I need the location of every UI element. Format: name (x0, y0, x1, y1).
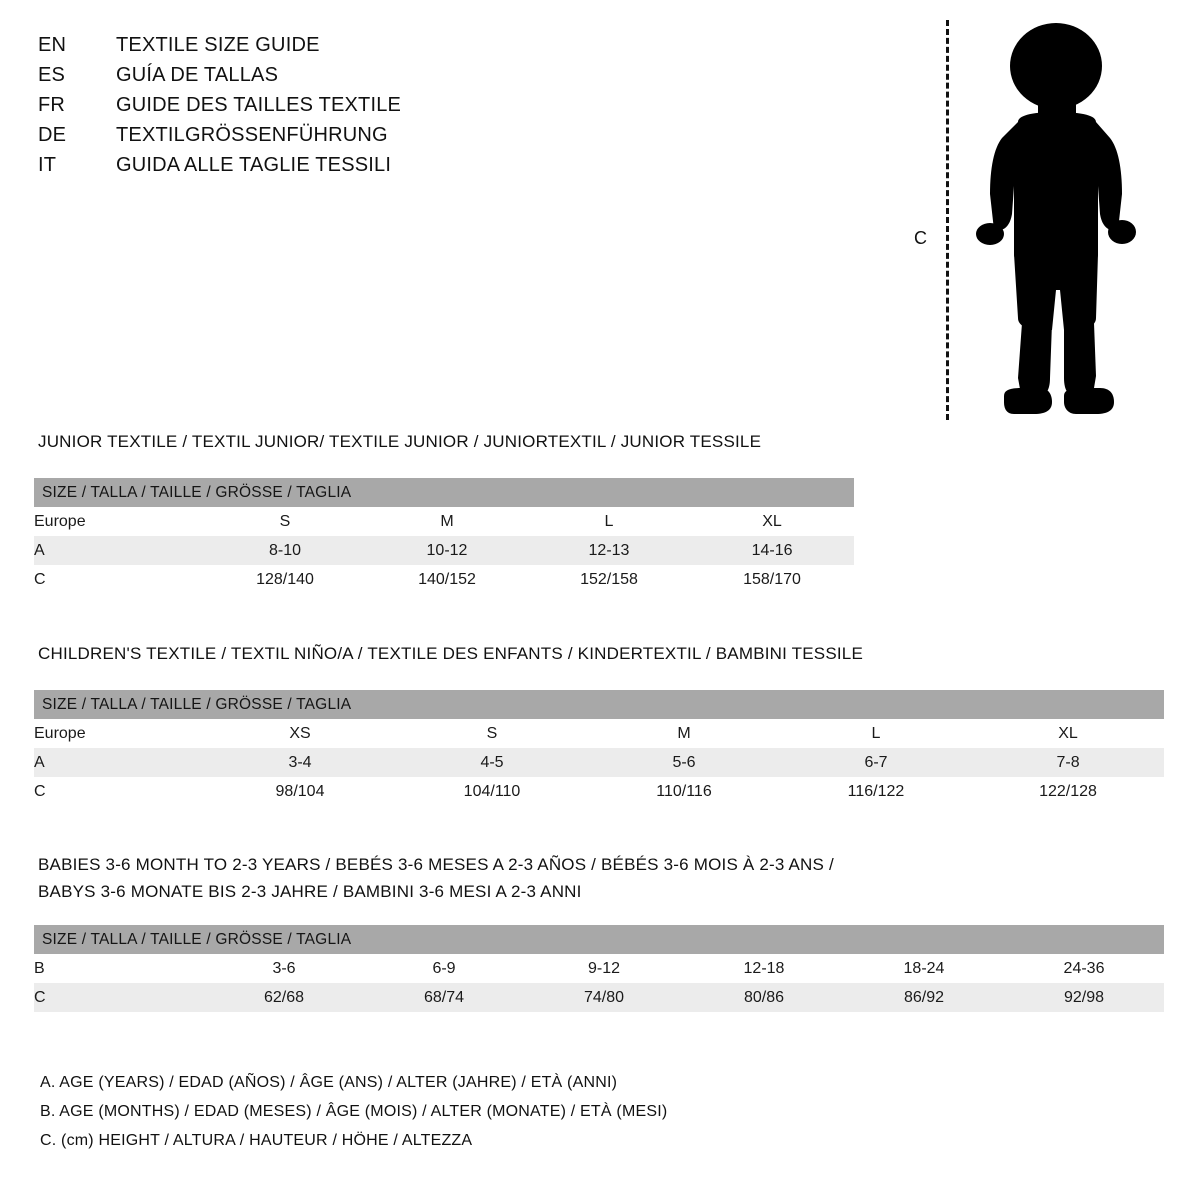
children-europe-l: L (780, 719, 972, 748)
table-row (34, 983, 1164, 1012)
junior-europe-s: S (204, 507, 366, 536)
junior-age-xl: 14-16 (690, 536, 854, 565)
title-row-fr (38, 94, 598, 124)
title-text-en: TEXTILE SIZE GUIDE (116, 34, 320, 56)
babies-row-label-c: C (34, 983, 204, 1012)
title-text-it: GUIDA ALLE TAGLIE TESSILI (116, 154, 392, 176)
junior-row-label-europe: Europe (34, 507, 204, 536)
table-row (34, 478, 854, 507)
babies-months-1: 3-6 (204, 954, 364, 983)
babies-months-5: 18-24 (844, 954, 1004, 983)
table-row (34, 925, 1164, 954)
title-text-de: TEXTILGRÖSSENFÜHRUNG (116, 124, 388, 146)
table-row (34, 536, 854, 565)
table-row (34, 690, 1164, 719)
babies-months-3: 9-12 (524, 954, 684, 983)
section-heading-babies-line2: BABYS 3-6 MONATE BIS 2-3 JAHRE / BAMBINI 3-6 MESI A 2-3 ANNI (38, 882, 582, 901)
babies-months-4: 12-18 (684, 954, 844, 983)
title-text-fr: GUIDE DES TAILLES TEXTILE (116, 94, 402, 116)
table-babies-textile (34, 925, 1164, 1012)
junior-europe-l: L (528, 507, 690, 536)
toddler-silhouette-icon (960, 18, 1160, 420)
children-europe-xs: XS (204, 719, 396, 748)
junior-europe-xl: XL (690, 507, 854, 536)
junior-height-s: 128/140 (204, 565, 366, 594)
height-dashed-line-icon (946, 20, 949, 420)
children-age-xl: 7-8 (972, 748, 1164, 777)
junior-age-m: 10-12 (366, 536, 528, 565)
title-row-en (38, 34, 598, 64)
title-lang-it: IT (38, 154, 57, 176)
table-row (34, 565, 854, 594)
title-lang-es: ES (38, 64, 66, 86)
table-junior-textile (34, 478, 854, 594)
junior-height-m: 140/152 (366, 565, 528, 594)
babies-months-2: 6-9 (364, 954, 524, 983)
table-row (34, 719, 1164, 748)
children-age-s: 4-5 (396, 748, 588, 777)
children-row-label-c: C (34, 777, 204, 806)
children-europe-s: S (396, 719, 588, 748)
children-europe-xl: XL (972, 719, 1164, 748)
multilingual-title-block (38, 34, 598, 184)
children-age-m: 5-6 (588, 748, 780, 777)
title-row-de (38, 124, 598, 154)
children-size-band-label: SIZE / TALLA / TAILLE / GRÖSSE / TAGLIA (34, 690, 1164, 719)
child-figure-illustration (900, 10, 1160, 420)
section-heading-children: CHILDREN'S TEXTILE / TEXTIL NIÑO/A / TEXTILE DES ENFANTS / KINDERTEXTIL / BAMBINI TESSILE (38, 644, 863, 663)
children-europe-m: M (588, 719, 780, 748)
junior-height-xl: 158/170 (690, 565, 854, 594)
title-row-es (38, 64, 598, 94)
babies-height-1: 62/68 (204, 983, 364, 1012)
babies-height-2: 68/74 (364, 983, 524, 1012)
children-height-l: 116/122 (780, 777, 972, 806)
table-children-textile (34, 690, 1164, 806)
babies-size-band-label: SIZE / TALLA / TAILLE / GRÖSSE / TAGLIA (34, 925, 1164, 954)
junior-europe-m: M (366, 507, 528, 536)
footnote-a: A. AGE (YEARS) / EDAD (AÑOS) / ÂGE (ANS) / ALTER (JAHRE) / ETÀ (ANNI) (40, 1074, 618, 1091)
junior-size-band-label: SIZE / TALLA / TAILLE / GRÖSSE / TAGLIA (34, 478, 854, 507)
junior-age-s: 8-10 (204, 536, 366, 565)
title-lang-en: EN (38, 34, 67, 56)
title-text-es: GUÍA DE TALLAS (116, 64, 279, 86)
junior-height-l: 152/158 (528, 565, 690, 594)
children-height-s: 104/110 (396, 777, 588, 806)
legend-footnotes (40, 1068, 940, 1155)
table-row (34, 954, 1164, 983)
section-heading-babies-line1: BABIES 3-6 MONTH TO 2-3 YEARS / BEBÉS 3-6 MESES A 2-3 AÑOS / BÉBÉS 3-6 MOIS À 2-3 ANS / (38, 855, 834, 874)
section-heading-junior: JUNIOR TEXTILE / TEXTIL JUNIOR/ TEXTILE JUNIOR / JUNIORTEXTIL / JUNIOR TESSILE (38, 432, 762, 451)
junior-age-l: 12-13 (528, 536, 690, 565)
footnote-b: B. AGE (MONTHS) / EDAD (MESES) / ÂGE (MOIS) / ALTER (MONATE) / ETÀ (MESI) (40, 1103, 668, 1120)
title-row-it (38, 154, 598, 184)
babies-months-6: 24-36 (1004, 954, 1164, 983)
children-row-label-a: A (34, 748, 204, 777)
height-measure-label: C (914, 228, 927, 248)
babies-height-3: 74/80 (524, 983, 684, 1012)
babies-height-6: 92/98 (1004, 983, 1164, 1012)
children-row-label-europe: Europe (34, 719, 204, 748)
children-age-xs: 3-4 (204, 748, 396, 777)
children-height-xs: 98/104 (204, 777, 396, 806)
table-row (34, 748, 1164, 777)
babies-height-5: 86/92 (844, 983, 1004, 1012)
junior-row-label-a: A (34, 536, 204, 565)
children-height-m: 110/116 (588, 777, 780, 806)
footnote-c: C. (cm) HEIGHT / ALTURA / HAUTEUR / HÖHE / ALTEZZA (40, 1132, 473, 1149)
babies-row-label-b: B (34, 954, 204, 983)
children-age-l: 6-7 (780, 748, 972, 777)
title-lang-fr: FR (38, 94, 66, 116)
children-height-xl: 122/128 (972, 777, 1164, 806)
junior-row-label-c: C (34, 565, 204, 594)
title-lang-de: DE (38, 124, 67, 146)
table-row (34, 777, 1164, 806)
babies-height-4: 80/86 (684, 983, 844, 1012)
table-row (34, 507, 854, 536)
